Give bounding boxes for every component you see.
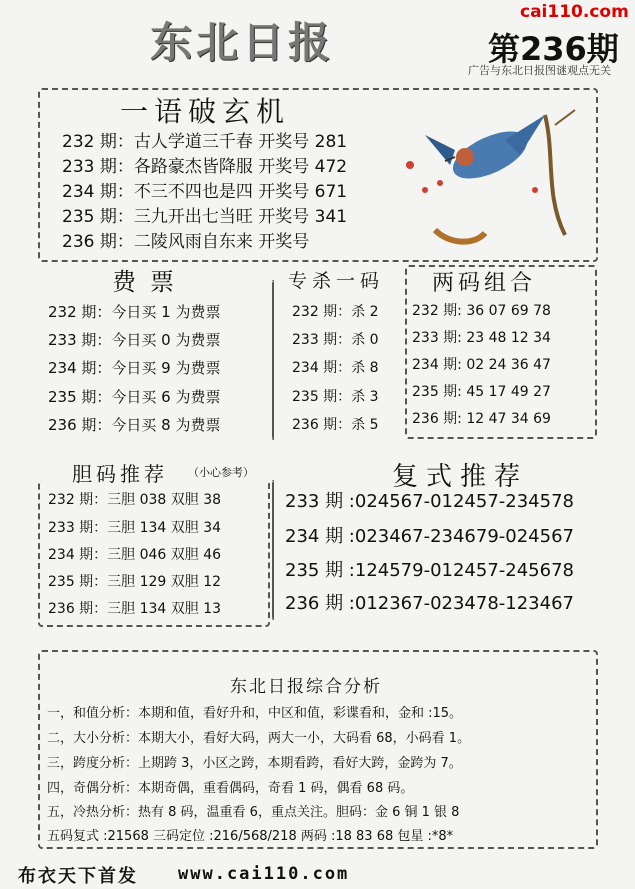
list-item: 234 期 :023467-234679-024567 bbox=[285, 526, 574, 547]
list-item: 234 期：不三不四也是四 开奖号 671 bbox=[62, 182, 348, 202]
list-item: 234 期: 02 24 36 47 bbox=[412, 357, 551, 373]
list-item: 232 期：三胆 038 双胆 38 bbox=[48, 492, 222, 508]
liangma-title: 两码组合 bbox=[432, 271, 537, 296]
list-item: 三，跨度分析：上期跨 3，小区之跨，本期看跨，看好大跨，金跨为 7。 bbox=[47, 756, 462, 771]
list-item: 234 期：三胆 046 双胆 46 bbox=[48, 547, 222, 563]
list-item: 232 期: 36 07 69 78 bbox=[412, 303, 551, 319]
analysis-title: 东北日报综合分析 bbox=[230, 677, 382, 697]
list-item: 235 期：三九开出七当旺 开奖号 341 bbox=[62, 207, 348, 227]
newspaper-title: 东北日报 bbox=[150, 18, 335, 67]
fushi-divider bbox=[272, 480, 274, 620]
list-item: 233 期：三胆 134 双胆 34 bbox=[48, 520, 222, 536]
list-item: 235 期：杀 3 bbox=[292, 389, 379, 405]
list-item: 234 期：杀 8 bbox=[292, 360, 379, 376]
list-item: 235 期: 45 17 49 27 bbox=[412, 384, 551, 400]
list-item: 235 期：三胆 129 双胆 12 bbox=[48, 574, 222, 590]
list-item: 232 期：杀 2 bbox=[292, 304, 379, 320]
list-item: 236 期 :012367-023478-123467 bbox=[285, 593, 574, 614]
list-item: 236 期：今日买 8 为费票 bbox=[48, 416, 221, 434]
list-item: 一，和值分析：本期和值，看好升和，中区和值，彩谍看和，金和 :15。 bbox=[47, 706, 463, 721]
list-item: 五码复式 :21568 三码定位 :216/568/218 两码 :18 83 68 包星 :*8* bbox=[47, 829, 454, 844]
list-item: 233 期 :024567-012457-234578 bbox=[285, 491, 574, 512]
feipiao-title: 费票 bbox=[112, 268, 188, 296]
list-item: 233 期：杀 0 bbox=[292, 332, 379, 348]
list-item: 236 期：三胆 134 双胆 13 bbox=[48, 601, 222, 617]
danma-title: 胆码推荐 bbox=[72, 462, 168, 486]
yiyu-title: 一语破玄机 bbox=[120, 95, 291, 128]
list-item: 236 期：二陵风雨自东来 开奖号 bbox=[62, 232, 310, 252]
list-item: 233 期：各路豪杰皆降服 开奖号 472 bbox=[62, 157, 348, 177]
list-item: 四，奇偶分析：本期奇偶，重看偶码，奇看 1 码，偶看 68 码。 bbox=[47, 781, 414, 796]
list-item: 235 期 :124579-012457-245678 bbox=[285, 560, 574, 581]
list-item: 232 期：古人学道三千春 开奖号 281 bbox=[62, 132, 348, 152]
list-item: 二，大小分析：本期大小，看好大码，两大一小，大码看 68，小码看 1。 bbox=[47, 731, 471, 746]
list-item: 五，冷热分析：热有 8 码，温重看 6，重点关注。胆码：金 6 铜 1 银 8 bbox=[47, 805, 460, 820]
list-item: 236 期：杀 5 bbox=[292, 417, 379, 433]
list-item: 232 期：今日买 1 为费票 bbox=[48, 303, 221, 321]
footer-url[interactable]: www.cai110.com bbox=[178, 864, 350, 884]
bird-illustration bbox=[395, 95, 590, 255]
list-item: 236 期: 12 47 34 69 bbox=[412, 411, 551, 427]
zhuansha-title: 专杀一码 bbox=[288, 270, 385, 292]
disclaimer-text: 广告与东北日报图谜观点无关 bbox=[468, 64, 611, 77]
list-item: 235 期：今日买 6 为费票 bbox=[48, 388, 221, 406]
list-item: 234 期：今日买 9 为费票 bbox=[48, 359, 221, 377]
list-item: 233 期: 23 48 12 34 bbox=[412, 330, 551, 346]
fushi-title: 复式推荐 bbox=[392, 462, 529, 492]
danma-note: （小心参考） bbox=[188, 466, 254, 479]
list-item: 233 期：今日买 0 为费票 bbox=[48, 331, 221, 349]
footer-text: 布衣天下首发 bbox=[18, 866, 138, 887]
issue-number: 第236期 bbox=[488, 30, 619, 68]
zhuansha-divider bbox=[272, 280, 274, 440]
site-watermark[interactable]: cai110.com bbox=[520, 2, 629, 22]
